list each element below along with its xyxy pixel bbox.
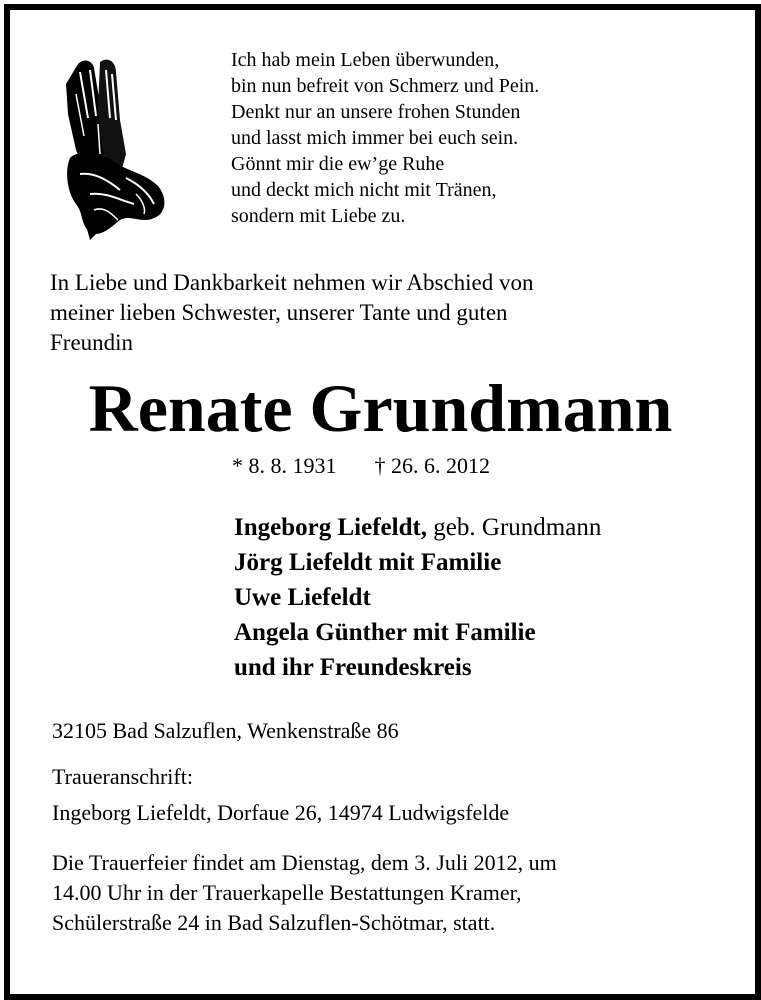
mourner-line xyxy=(234,510,601,545)
funeral-service-info xyxy=(52,848,732,938)
mourning-address: Ingeborg Liefeldt, Dorfaue 26, 14974 Ludwigsfelde xyxy=(52,800,510,825)
mourner-line: Jörg Liefeldt mit Familie xyxy=(234,549,502,576)
poem-line: bin nun befreit von Schmerz und Pein. xyxy=(231,75,540,97)
praying-hands-icon xyxy=(50,54,174,244)
mourner-maiden-name: geb. Grundmann xyxy=(427,514,602,541)
mourner-line: Angela Günther mit Familie xyxy=(234,619,536,646)
intro-text xyxy=(50,268,700,358)
intro-line: In Liebe und Dankbarkeit nehmen wir Abschied von xyxy=(50,270,534,295)
service-line: 14.00 Uhr in der Trauerkapelle Bestattungen Kramer, xyxy=(52,880,522,905)
mourner-line: Uwe Liefeldt xyxy=(234,584,371,611)
mourner-name: Ingeborg Liefeldt, xyxy=(234,514,428,541)
deceased-name: Renate Grundmann xyxy=(88,370,673,446)
service-line: Die Trauerfeier findet am Dienstag, dem 3. Juli 2012, um xyxy=(52,850,557,875)
intro-line: meiner lieben Schwester, unserer Tante und guten xyxy=(50,300,508,325)
mourning-address-label: Traueranschrift: xyxy=(52,764,193,789)
poem-line: und lasst mich immer bei euch sein. xyxy=(231,127,519,149)
poem-line: Gönnt mir die ew’ge Ruhe xyxy=(231,153,445,175)
poem xyxy=(231,47,691,229)
death-date: † 26. 6. 2012 xyxy=(374,453,490,478)
poem-line: und deckt mich nicht mit Tränen, xyxy=(231,179,497,201)
poem-line: Denkt nur an unsere frohen Stunden xyxy=(231,101,521,123)
intro-line: Freundin xyxy=(50,330,134,355)
life-dates xyxy=(232,453,490,479)
poem-line: sondern mit Liebe zu. xyxy=(231,205,406,227)
service-line: Schülerstraße 24 in Bad Salzuflen-Schötmar, statt. xyxy=(52,910,496,935)
poem-line: Ich hab mein Leben überwunden, xyxy=(231,49,500,71)
birth-date: * 8. 8. 1931 xyxy=(232,453,337,478)
mourner-line: und ihr Freundeskreis xyxy=(234,654,472,681)
home-address: 32105 Bad Salzuflen, Wenkenstraße 86 xyxy=(52,718,399,743)
mourners-list xyxy=(234,510,601,685)
